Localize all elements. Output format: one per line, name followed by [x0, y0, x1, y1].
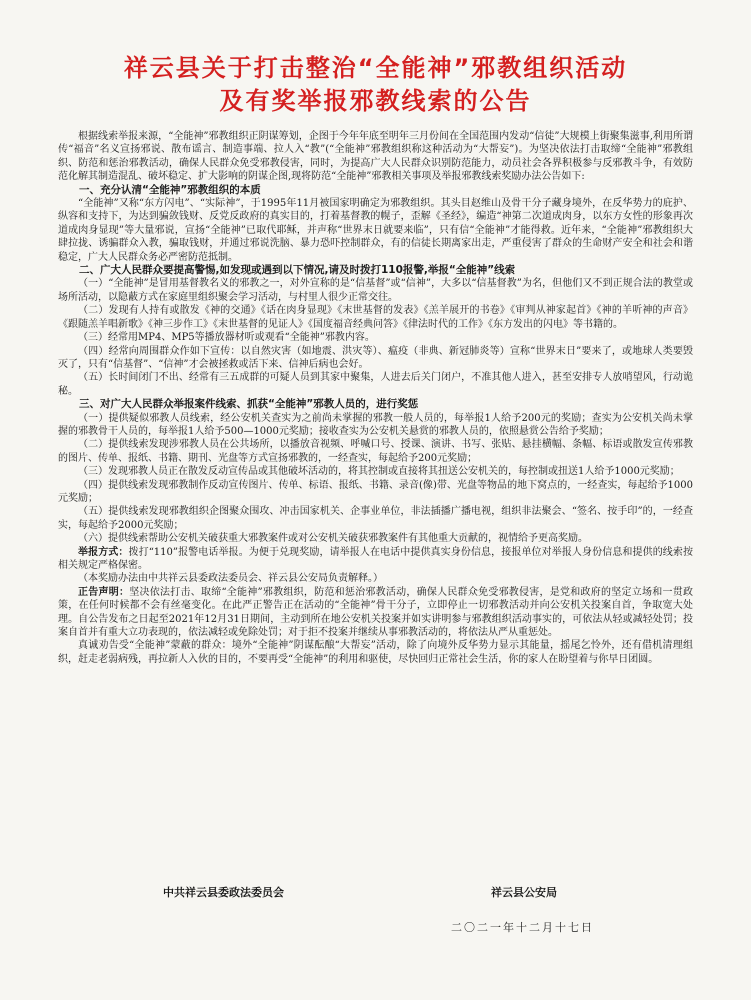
report-method-paragraph	[58, 546, 693, 573]
report-method-label: 举报方式：	[78, 546, 129, 558]
section-2-heading: 二、广大人民群众要提高警惕,如发现或遇到以下情况,请及时拨打110报警,举报“全能神”线索	[79, 264, 516, 277]
notice-statement-text: 坚决依法打击、取缔“全能神”邪教组织，防范和惩治邪教活动，确保人民群众免受邪教侵害，是党和政府的坚定立场和一贯政策，在任何时候都不会有丝毫变化。在此严正警告正在活动的“全能神”骨干分子，立即停止一切邪教活动并向公安机关投案自首，争取宽大处理。自公告发布之日起至2021年12月31日期间，主动到所在地公安机关投案并如实讲明参与邪教组织活动事实的，可依法从轻或减轻处罚；投案自首并有重大立功表现的，依法减轻或免除处罚；对于拒不投案并继续从事邪教活动的，将依法从严从重惩处。	[58, 586, 693, 639]
section-2-item: （四）经常向周围群众作如下宣传：以自然灾害（如地震、洪灾等）、瘟疫（非典、新冠肺炎等）宣称“世界末日”要来了，或地球人类要毁灭了，只有“信基督”、“信神”才会被拯救或活下来、信神后病也会好。	[58, 345, 693, 370]
notice-statement-paragraph	[58, 586, 693, 640]
appeal-paragraph: 真诚劝告受“全能神”蒙蔽的群众：境外“全能神”阴谋酝酿“大帮妄”活动，除了向境外反华势力显示其能量，摇尾乞怜外，还有借机清理组织，赶走老弱病残，再拉新人入伙的目的，不要再受“全能神”的利用和驱使，尽快回归正常社会生活，你的家人在盼望着与你早日团圆。	[58, 640, 693, 665]
explanation-note: （本奖励办法由中共祥云县委政法委员会、祥云县公安局负责解释。）	[78, 573, 383, 585]
section-2-item: （五）长时间闭门不出、经常有三五成群的可疑人员到其家中聚集，人进去后关门闭户，不准其他人进入，甚至安排专人放哨望风，行动诡秘。	[58, 372, 693, 397]
notice-title	[58, 52, 693, 118]
section-2-item: （一）“全能神”是冒用基督教名义的邪教之一，对外宣称的是“信基督”或“信神”，大多以“信基督教”为名，但他们又不到正规合法的教堂或场所活动，以隐蔽方式在家庭里组织聚会学习活动，与村里人很少正常交往。	[58, 278, 693, 303]
section-2-item: （三）经常用MP4、MP5等播放器材听或观看“全能神”邪教内容。	[78, 332, 375, 344]
section-3-item: （三）发现邪教人员正在散发反动宣传品或其他破坏活动的，将其控制或直接将其扭送公安机关的，每控制或扭送1人给予1000元奖励；	[78, 466, 680, 478]
section-2-item: （二）发现有人持有或散发《神的交通》《话在肉身显现》《末世基督的发表》《羔羊展开的书卷》《审判从神家起首》《神的羊听神的声音》《跟随羔羊唱新歌》《神三步作工》《末世基督的见证人》《国度福音经典问答》《律法时代的工作》《东方发出的闪电》等书籍的。	[58, 305, 693, 330]
notice-statement-label: 正告声明：	[78, 586, 130, 598]
section-1-heading: 一、充分认清“全能神”邪教组织的本质	[79, 183, 261, 196]
notice-body	[58, 130, 693, 666]
issue-date: 二〇二一年十二月十七日	[451, 921, 594, 934]
section-3-item: （六）提供线索帮助公安机关破获重大邪教案件或对公安机关破获邪教案件有其他重大贡献的，视情给予更高奖励。	[78, 533, 588, 545]
section-1-body: “全能神”又称“东方闪电”、“实际神”，于1995年11月被国家明确定为邪教组织。其头目赵维山及骨干分子藏身境外，在反华势力的庇护、纵容和支持下，为达到骗敛钱财、反党反政府的真实目的，打着基督教的幌子，歪解《圣经》，编造“神第二次道成肉身，以东方女性的形象再次道成肉身显现”等大量邪说，宣扬“全能神”已取代耶稣，并声称“世界末日就要来临”，只有信“全能神”才能得救。近年来，“全能神”邪教组织大肆拉拢、诱骗群众入教，骗取钱财，并通过邪说洗脑、暴力恐吓控制群众，有的信徒长期离家出走，严重侵害了群众的生命财产安全和社会和谐稳定，广大人民群众务必严密防范抵制。	[58, 198, 693, 263]
report-method-text: 拨打“110”报警电话举报。为便于兑现奖励，请举报人在电话中提供真实身份信息，接报单位对举报人身份信息和提供的线索按相关规定严格保密。	[58, 546, 694, 571]
section-3-item: （一）提供疑似邪教人员线索，经公安机关查实为之前尚未掌握的邪教一般人员的，每举报1人给予200元的奖励；查实为公安机关尚未掌握的邪教骨干人员的，每举报1人给予500—1000元奖励；接收查实为公安机关悬赏的邪教人员的，依照悬赏公告给予奖励；	[58, 412, 693, 437]
section-3-item: （二）提供线索发现涉邪教人员在公共场所，以播放音视频、呼喊口号、授课、演讲、书写、张贴、悬挂横幅、条幅、标语或散发宣传邪教的图片、传单、报纸、书籍、期刊、光盘等方式宣扬邪教的，一经查实，每起给予200元奖励；	[58, 439, 693, 464]
section-3-item: （五）提供线索发现邪教组织企图聚众围攻、冲击国家机关、企事业单位，非法插播广播电视，组织非法聚会、“签名、按手印”的，一经查实，每起给予2000元奖励；	[58, 506, 693, 531]
section-3-item: （四）提供线索发现邪教制作反动宣传图片、传单、标语、报纸、书籍、录音(像)带、光盘等物品的地下窝点的，一经查实，每起给予1000元奖励；	[58, 479, 693, 504]
signer-police-bureau: 祥云县公安局	[491, 886, 557, 899]
title-line-2: 及有奖举报邪教线索的公告	[219, 87, 532, 115]
signer-committee: 中共祥云县委政法委员会	[163, 886, 284, 899]
intro-paragraph: 根据线索举报来源，“全能神”邪教组织正阴谋筹划，企图于今年年底至明年三月份间在全国范围内发动“信徒”大规模上街聚集滋事,利用所谓传“福音”名义宣扬邪说、散布谣言、制造事端、拉人入“教”(“全能神”邪教组织称这种活动为“大帮妄”)。为坚决依法打击取缔“全能神”邪教组织、防范和惩治邪教活动，确保人民群众免受邪教侵害，同时，为提高广大人民群众识别防范能力，动员社会各界积极参与反邪教斗争，有效防范化解其制造混乱、破坏稳定、扩大影响的阴谋企图,现将防范“全能神”邪教相关事项及举报邪教线索奖励办法公告如下:	[58, 131, 693, 183]
title-line-1: 祥云县关于打击整治“全能神”邪教组织活动	[123, 54, 628, 82]
section-3-heading: 三、对广大人民群众举报案件线索、抓获“全能神”邪教人员的，进行奖惩	[79, 398, 419, 411]
